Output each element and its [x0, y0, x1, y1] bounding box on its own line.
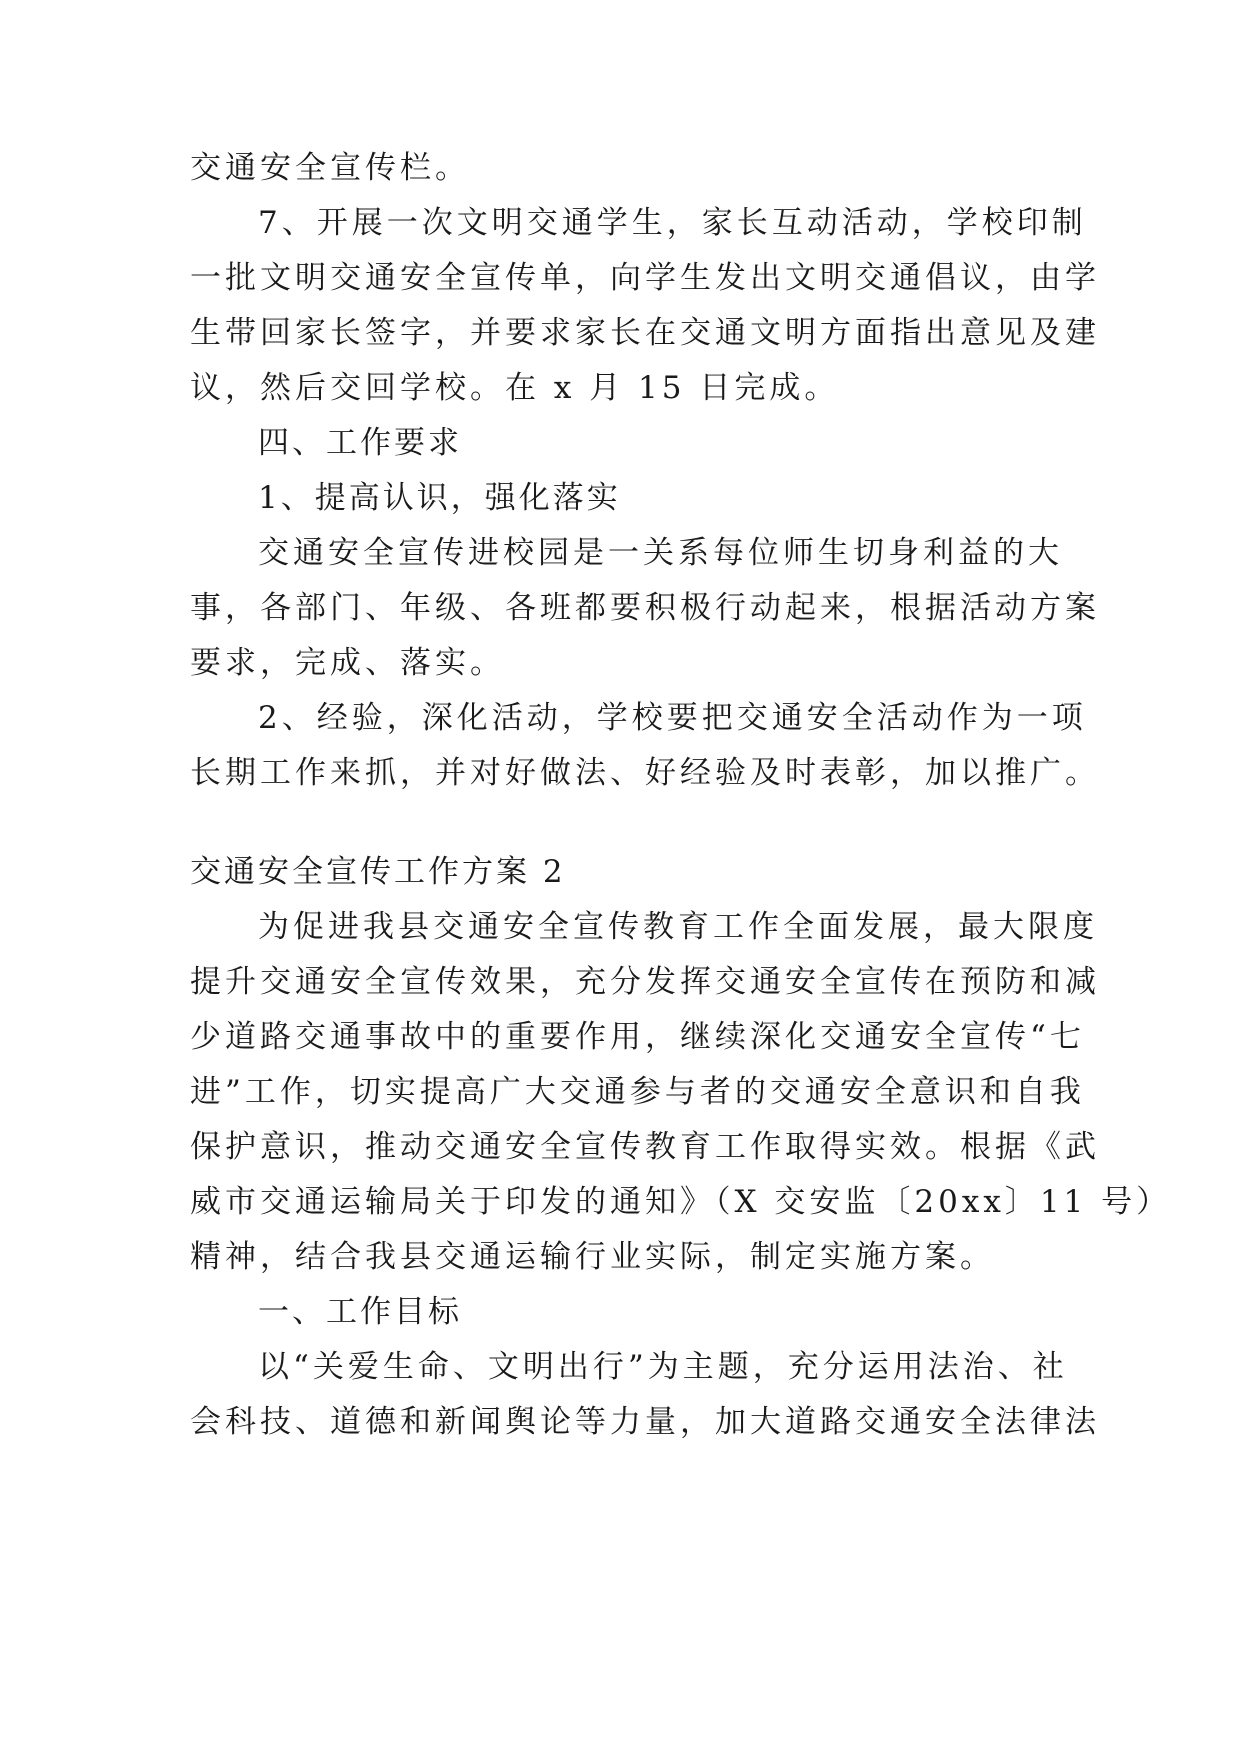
document-title: 交通安全宣传工作方案 2 [190, 854, 566, 890]
paragraph-line: 提升交通安全宣传效果，充分发挥交通安全宣传在预防和减 [190, 964, 1100, 1000]
paragraph-line: 2、经验，深化活动，学校要把交通安全活动作为一项 [258, 700, 1087, 736]
section-heading: 四、工作要求 [258, 425, 462, 461]
paragraph-line: 少道路交通事故中的重要作用，继续深化交通安全宣传“七 [190, 1019, 1085, 1055]
paragraph-line: 议，然后交回学校。在 x 月 15 日完成。 [190, 370, 840, 406]
paragraph-line: 精神，结合我县交通运输行业实际，制定实施方案。 [190, 1239, 995, 1275]
subsection-heading: 1、提高认识，强化落实 [258, 480, 621, 516]
paragraph-line: 以“关爱生命、文明出行”为主题，充分运用法治、社 [258, 1349, 1068, 1385]
section-heading: 一、工作目标 [258, 1294, 462, 1330]
paragraph-line: 威市交通运输局关于印发的通知》（X 交安监〔20xx〕11 号） [190, 1184, 1172, 1220]
paragraph-line: 进”工作，切实提高广大交通参与者的交通安全意识和自我 [190, 1074, 1085, 1110]
paragraph-line: 7、开展一次文明交通学生，家长互动活动，学校印制 [258, 205, 1087, 241]
paragraph-line: 保护意识，推动交通安全宣传教育工作取得实效。根据《武 [190, 1129, 1100, 1165]
paragraph-line: 要求，完成、落实。 [190, 645, 505, 681]
paragraph-line: 长期工作来抓，并对好做法、好经验及时表彰，加以推广。 [190, 755, 1100, 791]
paragraph-line: 会科技、道德和新闻舆论等力量，加大道路交通安全法律法 [190, 1404, 1100, 1440]
paragraph-line: 交通安全宣传进校园是一关系每位师生切身利益的大 [258, 535, 1063, 571]
paragraph-line: 交通安全宣传栏。 [190, 150, 470, 186]
paragraph-line: 为促进我县交通安全宣传教育工作全面发展，最大限度 [258, 909, 1098, 945]
paragraph-line: 事，各部门、年级、各班都要积极行动起来，根据活动方案 [190, 590, 1100, 626]
paragraph-line: 生带回家长签字，并要求家长在交通文明方面指出意见及建 [190, 315, 1100, 351]
paragraph-line: 一批文明交通安全宣传单，向学生发出文明交通倡议，由学 [190, 260, 1100, 296]
